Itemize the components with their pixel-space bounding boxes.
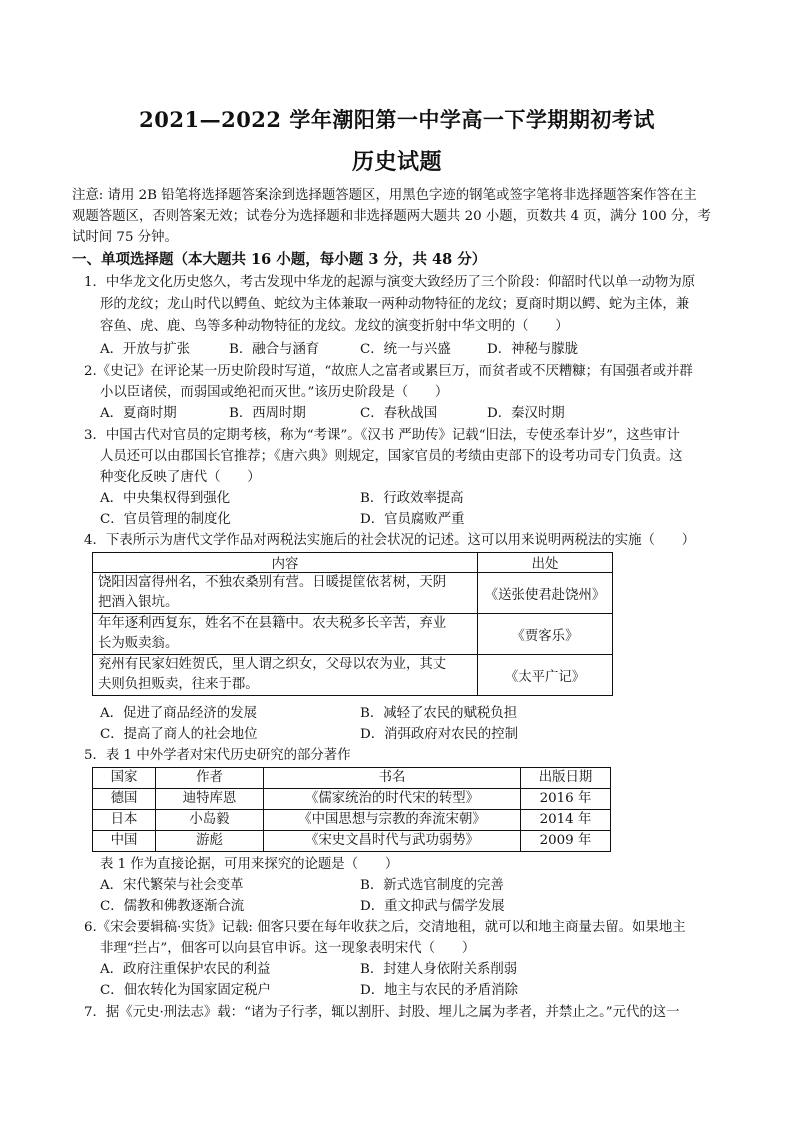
- question-1-line: 1．中华龙文化历史悠久，考古发现中华龙的起源与演变大致经历了三个阶段：仰韶时代以单一动物为原: [84, 275, 696, 290]
- table-header: 出处: [478, 553, 613, 573]
- option-a: A．宋代繁荣与社会变革: [100, 878, 244, 893]
- table-cell: 德国: [93, 789, 156, 810]
- option-b: B．减轻了农民的赋税负担: [360, 706, 518, 721]
- table-cell: 《贾客乐》: [478, 614, 613, 655]
- table-cell: 小岛毅: [156, 810, 264, 831]
- question-1-line: 容鱼、虎、鹿、鸟等多种动物特征的龙纹。龙纹的演变折射中华文明的（ ）: [100, 319, 569, 334]
- question-3-line: 种变化反映了唐代（ ）: [100, 470, 261, 485]
- question-4-table: [92, 552, 613, 696]
- table-cell: 《儒家统治的时代宋的转型》: [264, 789, 521, 810]
- table-cell: 日本: [93, 810, 156, 831]
- question-3-line: 3．中国古代对官员的定期考核，称为“考课”。《汉书 严助传》记载“旧法，专使丞奉计岁”，这些审计: [84, 428, 680, 443]
- option-c: C．官员管理的制度化: [100, 512, 231, 527]
- table-cell: 2009 年: [521, 831, 611, 852]
- option-b: B．融合与涵育: [229, 342, 320, 357]
- option-b: B．行政效率提高: [360, 491, 464, 506]
- option-d: D．重文抑武与儒学发展: [360, 899, 505, 914]
- question-2-line: 2.《史记》在评论某一历史阶段时写道，“故庶人之富者或累巨万，而贫者或不厌糟糠；有国强者或并群: [84, 364, 693, 379]
- option-a: A．政府注重保护农民的利益: [100, 962, 271, 977]
- exam-title: 2021—2022 学年潮阳第一中学高一下学期期初考试: [139, 107, 655, 132]
- option-a: A．中央集权得到强化: [100, 491, 231, 506]
- table-row: [93, 573, 613, 614]
- question-7-line: 7．据《元史·刑法志》载：“诸为子行孝，辄以割肝、封股、埋儿之属为孝者，并禁止之。”元代的这一: [84, 1005, 680, 1020]
- table-cell: 兖州有民家妇姓贺氏，里人谓之织女，父母以农为业，其丈 夫则负担贩卖，往来于郡。: [93, 655, 478, 696]
- option-c: C．儒教和佛教逐渐合流: [100, 899, 245, 914]
- table-row: [93, 655, 613, 696]
- table-cell: 《宋史文昌时代与武功弱势》: [264, 831, 521, 852]
- question-1-line: 形的龙纹；龙山时代以鳄鱼、蛇纹为主体兼取一两种动物特征的龙纹；夏商时期以鳄、蛇为主体，兼: [100, 297, 690, 312]
- table-cell: 迪特库恩: [156, 789, 264, 810]
- table-cell: 《中国思想与宗教的奔流宋朝》: [264, 810, 521, 831]
- table-cell: 2016 年: [521, 789, 611, 810]
- option-c: C．春秋战国: [360, 406, 438, 421]
- table-row: [93, 810, 611, 831]
- table-cell: 饶阳因富得州名，不独农桑别有营。日暖提筐依茗树，天阴 把酒入银坑。: [93, 573, 478, 614]
- exam-subtitle: 历史试题: [351, 149, 442, 175]
- option-d: D．官员腐败严重: [360, 512, 465, 527]
- table-cell: 年年逐利西复东，姓名不在县籍中。农夫税多长辛苦，弃业 长为贩卖翁。: [93, 614, 478, 655]
- table-cell: 2014 年: [521, 810, 611, 831]
- table-header: 书名: [264, 768, 521, 789]
- question-2-line: 小以臣诸侯，而弱国或绝祀而灭世。”该历史阶段是（ ）: [100, 385, 449, 400]
- option-a: A．促进了商品经济的发展: [100, 706, 257, 721]
- question-3-line: 人员还可以由郡国长官推荐；《唐六典》则规定，国家官员的考绩由吏部下的设考功司专门负责。这: [100, 449, 683, 464]
- option-b: B．西周时期: [229, 406, 306, 421]
- table-row: [93, 614, 613, 655]
- option-d: D．神秘与朦胧: [487, 342, 579, 357]
- table-header: 国家: [93, 768, 156, 789]
- question-4-line: 4．下表所示为唐代文学作品对两税法实施后的社会状况的记述。这可以用来说明两税法的实施（ ）: [84, 533, 696, 548]
- table-header: 出版日期: [521, 768, 611, 789]
- table-row: [93, 789, 611, 810]
- section-heading: 一、单项选择题（本大题共 16 小题，每小题 3 分，共 48 分）: [72, 251, 487, 268]
- option-b: B．封建人身依附关系削弱: [360, 962, 518, 977]
- question-6-line: 非理“拦占”，佃客可以向县官申诉。这一现象表明宋代（ ）: [100, 941, 476, 956]
- question-6-line: 6.《宋会要辑稿·实货》记载: 佃客只要在每年收获之后，交清地租，就可以和地主商量去留。如果地主: [84, 920, 686, 935]
- table-header: 作者: [156, 768, 264, 789]
- table-cell: 游彪: [156, 831, 264, 852]
- question-5-prompt: 表 1 作为直接论据，可用来探究的论题是（ ）: [100, 857, 399, 872]
- table-cell: 《送张使君赴饶州》: [478, 573, 613, 614]
- option-a: A．夏商时期: [100, 406, 177, 421]
- option-c: C．佃农转化为国家固定税户: [100, 983, 271, 998]
- notice-line: 观题答题区，否则答案无效；试卷分为选择题和非选择题两大题共 20 小题，页数共 4 页，满分 100 分，考: [72, 209, 712, 224]
- option-c: C．提高了商人的社会地位: [100, 727, 258, 742]
- notice-line: 注意: 请用 2B 铅笔将选择题答案涂到选择题答题区，用黑色字迹的钢笔或签字笔将非选择题答案作答在主: [72, 188, 697, 203]
- option-a: A．开放与扩张: [100, 342, 191, 357]
- option-c: C．统一与兴盛: [360, 342, 451, 357]
- table-cell: 《太平广记》: [478, 655, 613, 696]
- notice-line: 试时间 75 分钟。: [72, 230, 178, 245]
- table-header: 内容: [93, 553, 478, 573]
- question-5-table: [92, 767, 611, 852]
- option-d: D．地主与农民的矛盾消除: [360, 983, 519, 998]
- option-b: B．新式选官制度的完善: [360, 878, 504, 893]
- option-d: D．秦汉时期: [487, 406, 565, 421]
- question-5-line: 5．表 1 中外学者对宋代历史研究的部分著作: [84, 748, 351, 763]
- option-d: D．消弭政府对农民的控制: [360, 727, 519, 742]
- table-cell: 中国: [93, 831, 156, 852]
- table-row: [93, 831, 611, 852]
